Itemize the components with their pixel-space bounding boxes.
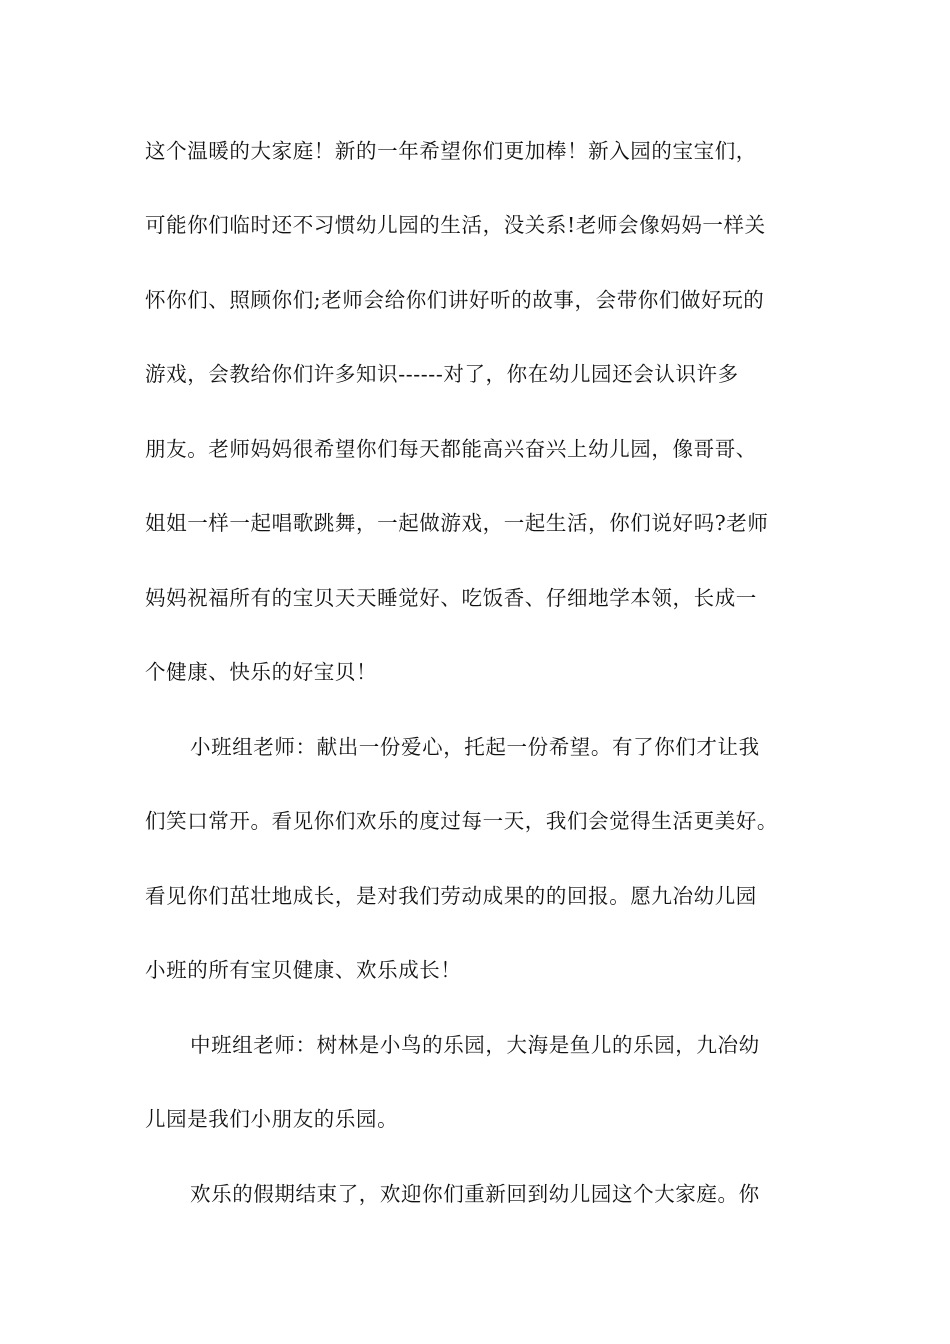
text-line-12: 小班的所有宝贝健康、欢乐成长！ bbox=[145, 958, 462, 982]
text-line-7: 妈妈祝福所有的宝贝天天睡觉好、吃饭香、仔细地学本领，长成一 bbox=[145, 586, 757, 610]
text-line-11: 看见你们茁壮地成长，是对我们劳动成果的的回报。愿九冶幼儿园 bbox=[145, 884, 757, 908]
text-line-9: 小班组老师：献出一份爱心，托起一份希望。有了你们才让我 bbox=[190, 735, 760, 759]
text-line-10: 们笑口常开。看见你们欢乐的度过每一天，我们会觉得生活更美好。 bbox=[145, 809, 778, 833]
text-line-3: 怀你们、照顾你们;老师会给你们讲好听的故事，会带你们做好玩的 bbox=[145, 288, 765, 312]
text-line-13: 中班组老师：树林是小鸟的乐园，大海是鱼儿的乐园，九冶幼 bbox=[190, 1033, 760, 1057]
text-line-15: 欢乐的假期结束了，欢迎你们重新回到幼儿园这个大家庭。你 bbox=[190, 1182, 760, 1206]
text-line-5: 朋友。老师妈妈很希望你们每天都能高兴奋兴上幼儿园，像哥哥、 bbox=[145, 437, 757, 461]
text-line-4: 游戏，会教给你们许多知识------对了，你在幼儿园还会认识许多 bbox=[145, 362, 739, 386]
text-line-1: 这个温暖的大家庭！新的一年希望你们更加棒！新入园的宝宝们， bbox=[145, 139, 757, 163]
text-line-2: 可能你们临时还不习惯幼儿园的生活，没关系!老师会像妈妈一样关 bbox=[145, 213, 766, 237]
text-line-6: 姐姐一样一起唱歌跳舞，一起做游戏，一起生活，你们说好吗?老师 bbox=[145, 511, 769, 535]
text-line-14: 儿园是我们小朋友的乐园。 bbox=[145, 1107, 399, 1131]
text-line-8: 个健康、快乐的好宝贝！ bbox=[145, 660, 378, 684]
